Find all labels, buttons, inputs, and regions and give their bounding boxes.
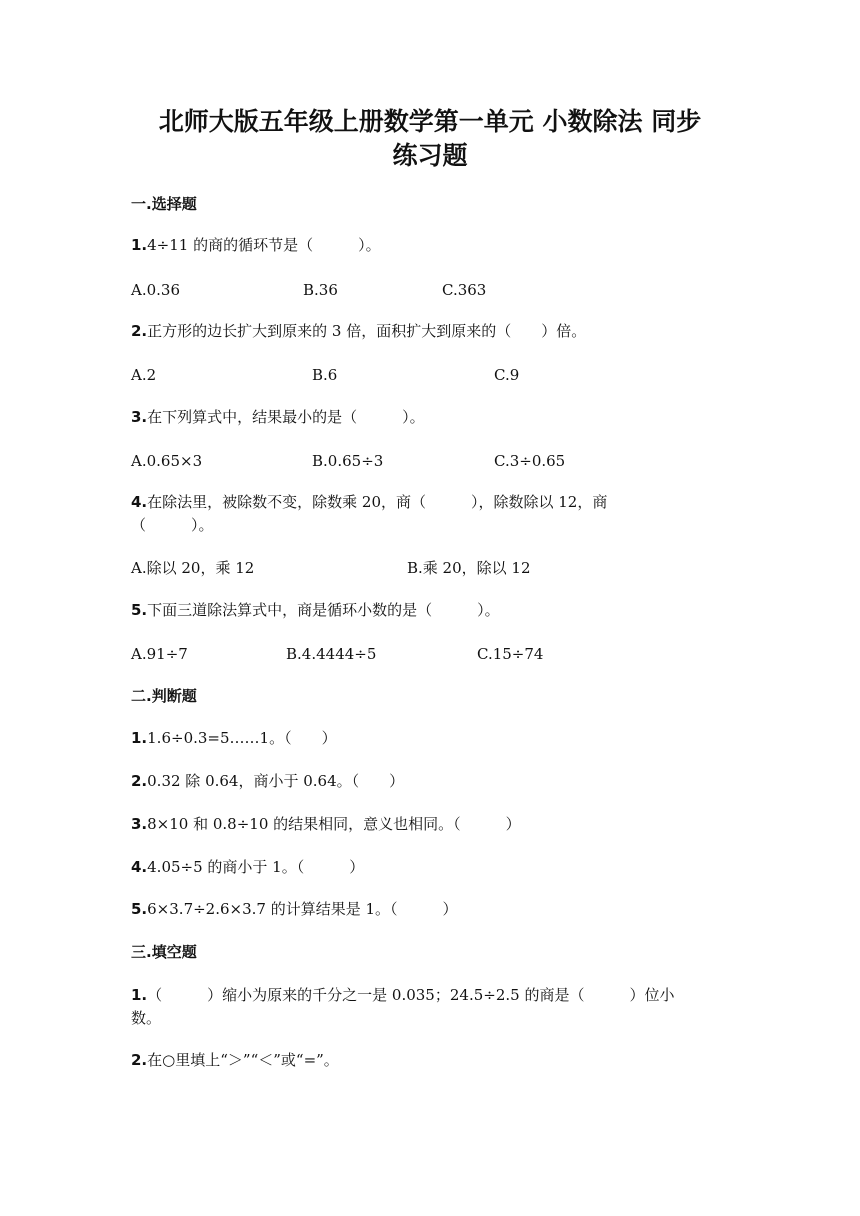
question-number: 3. xyxy=(131,815,148,833)
choice-question-2 xyxy=(131,320,586,342)
option-c: C.9 xyxy=(494,366,520,384)
question-number: 4. xyxy=(131,493,148,511)
question-number: 4. xyxy=(131,858,148,876)
question-number: 3. xyxy=(131,408,148,426)
option-c: C.15÷74 xyxy=(477,645,544,663)
judgment-question-3 xyxy=(131,813,521,835)
choice-question-3 xyxy=(131,406,425,428)
question-text: 下面三道除法算式中，商是循环小数的是（ ）。 xyxy=(147,601,500,619)
option-a: A.2 xyxy=(131,366,157,384)
judgment-question-5 xyxy=(131,898,458,920)
question-text: （ ）缩小为原来的千分之一是 0.035；24.5÷2.5 的商是（ ）位小 xyxy=(147,986,675,1004)
fill-question-1 xyxy=(131,984,674,1006)
question-text: 在○里填上“＞”“＜”或“=”。 xyxy=(147,1051,339,1069)
option-a: A.91÷7 xyxy=(131,645,188,663)
option-a: A.除以 20，乘 12 xyxy=(131,559,255,577)
option-c: C.363 xyxy=(442,281,487,299)
option-b: B.4.4444÷5 xyxy=(286,645,377,663)
section-heading-choice: 一.选择题 xyxy=(131,195,197,213)
choice-question-1 xyxy=(131,234,381,256)
question-text-continued: 数。 xyxy=(131,1009,162,1027)
option-a: A.0.65×3 xyxy=(131,452,203,470)
judgment-question-1 xyxy=(131,727,337,749)
question-text: 4.05÷5 的商小于 1。（ ） xyxy=(147,858,365,876)
document-title-line-2: 练习题 xyxy=(392,141,468,170)
question-number: 1. xyxy=(131,986,148,1004)
judgment-question-4 xyxy=(131,856,364,878)
option-a: A.0.36 xyxy=(131,281,180,299)
option-b: B.乘 20，除以 12 xyxy=(407,559,531,577)
question-number: 2. xyxy=(131,772,148,790)
fill-question-2 xyxy=(131,1049,339,1071)
section-heading-fill-blank: 三.填空题 xyxy=(131,943,197,961)
question-text: 6×3.7÷2.6×3.7 的计算结果是 1。（ ） xyxy=(147,900,458,918)
question-number: 5. xyxy=(131,900,148,918)
question-number: 2. xyxy=(131,1051,148,1069)
question-text: 0.32 除 0.64，商小于 0.64。（ ） xyxy=(147,772,405,790)
question-number: 1. xyxy=(131,729,148,747)
judgment-question-2 xyxy=(131,770,404,792)
question-text: 正方形的边长扩大到原来的 3 倍，面积扩大到原来的（ ）倍。 xyxy=(147,322,587,340)
document-title-line-1: 北师大版五年级上册数学第一单元 小数除法 同步 xyxy=(158,107,702,136)
question-text: 1.6÷0.3=5……1。（ ） xyxy=(147,729,337,747)
option-b: B.6 xyxy=(312,366,338,384)
option-c: C.3÷0.65 xyxy=(494,452,566,470)
question-text: 8×10 和 0.8÷10 的结果相同，意义也相同。（ ） xyxy=(147,815,521,833)
choice-question-5 xyxy=(131,599,500,621)
question-text: 在除法里，被除数不变，除数乘 20，商（ ），除数除以 12，商 xyxy=(147,493,608,511)
question-text: 在下列算式中，结果最小的是（ ）。 xyxy=(147,408,425,426)
question-number: 5. xyxy=(131,601,148,619)
option-b: B.0.65÷3 xyxy=(312,452,384,470)
option-b: B.36 xyxy=(303,281,338,299)
question-text: 4÷11 的商的循环节是（ ）。 xyxy=(147,236,381,254)
choice-question-4 xyxy=(131,491,607,513)
section-heading-judgment: 二.判断题 xyxy=(131,687,197,705)
question-number: 1. xyxy=(131,236,148,254)
question-text-continued: （ ）。 xyxy=(131,516,214,534)
question-number: 2. xyxy=(131,322,148,340)
